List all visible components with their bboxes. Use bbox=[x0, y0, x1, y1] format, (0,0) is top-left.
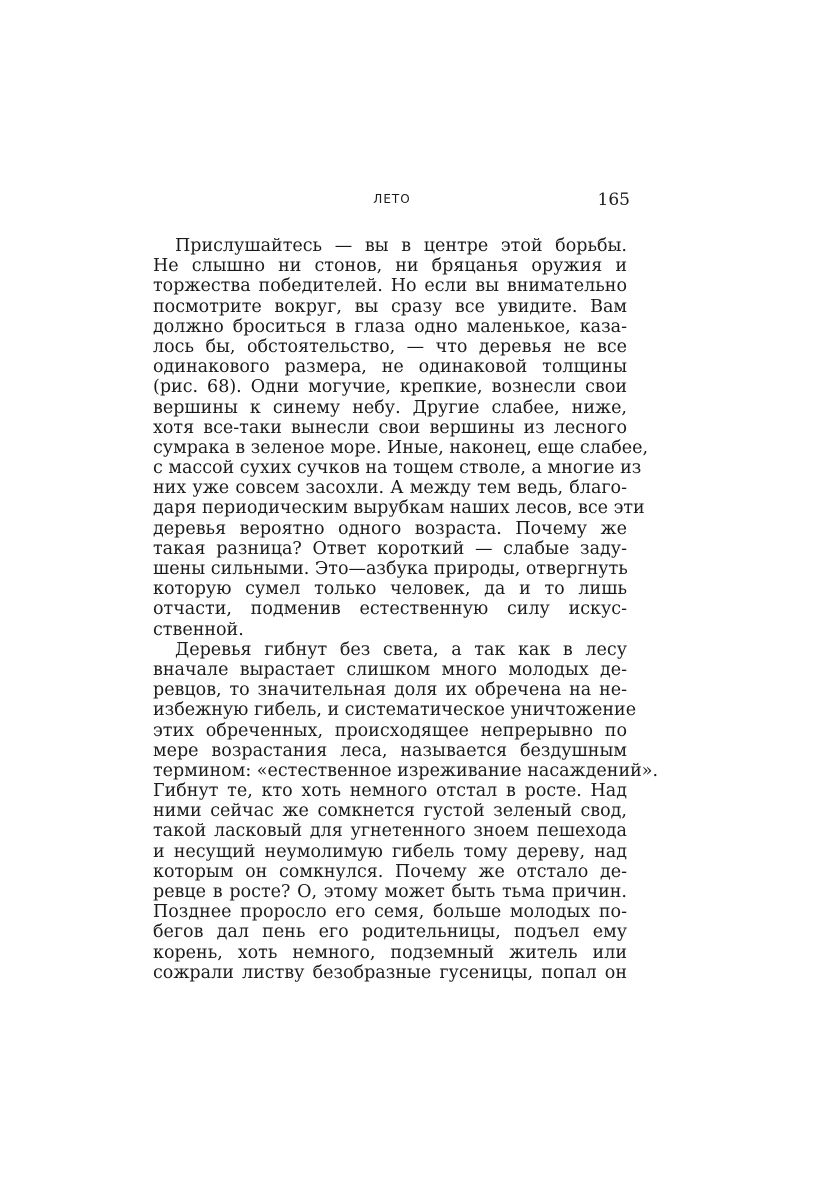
text-line: сумрака в зеленое море. Иные, наконец, еще слабее, bbox=[153, 437, 649, 458]
text-line: одинакового размера, не одинаковой толщины bbox=[153, 357, 627, 378]
text-line: лось бы, обстоятельство, — что деревья не все bbox=[153, 336, 627, 357]
text-line: корень, хоть немного, подземный житель или bbox=[153, 942, 627, 963]
text-line: хотя все-таки вынесли свои вершины из лесного bbox=[153, 417, 627, 438]
page-header bbox=[152, 190, 632, 210]
text-line: отчасти, подменив естественную силу искус- bbox=[153, 599, 627, 620]
text-line: такой ласковый для угнетенного зноем пешехода bbox=[153, 821, 627, 842]
text-line: ревцов, то значительная доля их обречена на не- bbox=[153, 680, 627, 701]
text-line: должно броситься в глаза одно маленькое, каза- bbox=[153, 316, 627, 337]
text-line: которую сумел только человек, да и то лишь bbox=[153, 579, 627, 600]
page-number: 165 bbox=[597, 190, 630, 210]
text-line: ревце в росте? О, этому может быть тьма причин. bbox=[153, 882, 627, 902]
text-line: и несущий неумолимую гибель тому дереву, над bbox=[153, 841, 627, 862]
text-line: такая разница? Ответ короткий — слабые заду- bbox=[153, 538, 627, 559]
text-line: Позднее проросло его семя, больше молодых по- bbox=[153, 902, 627, 923]
text-line: Прислушайтесь — вы в центре этой борьбы. bbox=[175, 236, 627, 256]
text-line: термином: «естественное изреживание насаждений». bbox=[153, 760, 659, 781]
text-line: Гибнут те, кто хоть немного отстал в росте. Над bbox=[153, 781, 627, 802]
text-line: Не слышно ни стонов, ни бряцанья оружия и bbox=[153, 256, 627, 277]
text-line: шены сильными. Это—азбука природы, отвергнуть bbox=[153, 559, 628, 579]
text-line: избежную гибель, и систематическое уничтожение bbox=[153, 700, 637, 721]
paragraph bbox=[153, 236, 649, 640]
text-line: торжества победителей. Но если вы внимательно bbox=[153, 276, 627, 297]
body-text bbox=[153, 236, 659, 983]
text-line: Деревья гибнут без света, а так как в лесу bbox=[175, 639, 627, 660]
text-line: деревья вероятно одного возраста. Почему же bbox=[153, 518, 627, 539]
text-line: вначале вырастает слишком много молодых де- bbox=[153, 659, 627, 680]
text-line: вершины к синему небу. Другие слабее, ниже, bbox=[153, 397, 627, 418]
running-title: ЛЕТО bbox=[373, 192, 411, 206]
text-line: с массой сухих сучков на тощем стволе, а многие из bbox=[153, 458, 642, 479]
text-line: мере возрастания леса, называется бездушным bbox=[153, 740, 627, 761]
text-line: этих обреченных, происходящее непрерывно по bbox=[153, 720, 627, 741]
text-line: сожрали листву безобразные гусеницы, попал он bbox=[153, 962, 627, 983]
text-line: ними сейчас же сомкнется густой зеленый свод, bbox=[153, 801, 627, 822]
paragraph bbox=[153, 639, 659, 983]
text-line: них уже совсем засохли. А между тем ведь, благо- bbox=[153, 478, 627, 499]
text-line: (рис. 68). Одни могучие, крепкие, вознесли свои bbox=[153, 377, 627, 398]
text-line: бегов дал пень его родительницы, подъел ему bbox=[153, 922, 627, 943]
text-line: даря периодическим вырубкам наших лесов, все эти bbox=[153, 498, 645, 519]
text-line: посмотрите вокруг, вы сразу все увидите. Вам bbox=[153, 296, 627, 317]
text-line: которым он сомкнулся. Почему же отстало де- bbox=[153, 861, 627, 882]
text-line: ственной. bbox=[153, 619, 244, 640]
